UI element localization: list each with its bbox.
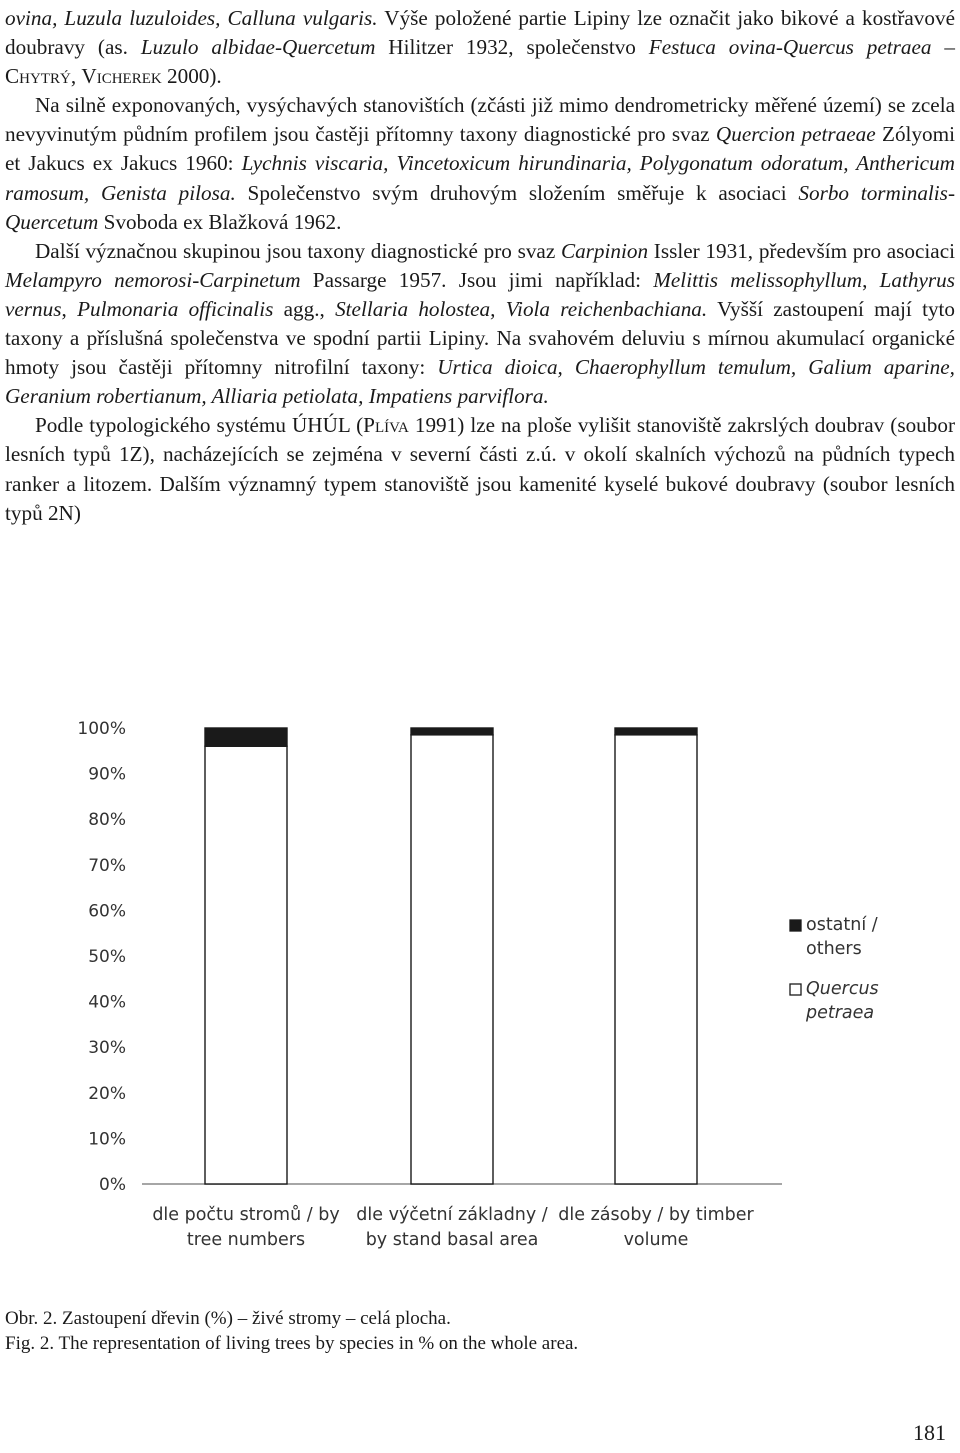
legend [790, 915, 879, 1023]
text-run: - [775, 35, 783, 60]
text-run: Passarge 1957. Jsou jimi například: [300, 267, 654, 292]
page-number: 181 [913, 1420, 946, 1445]
bar-quercus-segment [615, 735, 697, 1184]
text-run: – [931, 35, 956, 60]
body-text [5, 4, 955, 528]
text-run: Issler 1931, především pro asociaci [648, 238, 955, 263]
italic-text: Lychnis viscaria, Vincetoxicum hirundinaria, Polygonatum odoratum, Anthericum ramosum, Genista pilosa. [5, 151, 955, 205]
y-tick-label: 90% [88, 764, 126, 785]
y-tick-label: 70% [88, 855, 126, 876]
text-run: , [70, 64, 82, 89]
legend-label: others [806, 939, 862, 959]
bar-others-segment [615, 728, 697, 735]
x-category-label: dle zásoby / by timber [558, 1205, 754, 1225]
y-axis-labels [77, 719, 126, 1195]
italic-text: Carpinion [560, 238, 649, 263]
text-run: Vyšší zastoupení mají tyto taxony a příslušná společenstva ve spodní partii Lipiny. Na svahovém deluviu s mírnou akumulací organické hmoty jsou častěji přítomny nitrofilní taxony: [5, 296, 956, 380]
y-tick-label: 0% [99, 1175, 126, 1195]
bar-others-segment [411, 728, 493, 735]
legend-label: petraea [806, 1003, 875, 1023]
italic-text: ovina, Luzula luzuloides, Calluna vulgaris. [5, 6, 378, 30]
x-category-label: volume [623, 1230, 689, 1250]
legend-label: Quercus [806, 979, 879, 999]
italic-text: Luzulo albidae [140, 35, 275, 60]
italic-text: Pulmonaria officinalis [77, 296, 274, 321]
text-run: Hilitzer 1932, společenstvo [375, 35, 649, 60]
y-tick-label: 40% [88, 992, 126, 1013]
bars [205, 728, 697, 1184]
legend-swatch [790, 920, 801, 931]
italic-text: Stellaria holostea, Viola reichenbachiana. [335, 296, 708, 321]
x-category-label: by stand basal area [365, 1230, 539, 1250]
italic-text: Quercetum [282, 35, 376, 60]
text-run: Podle typologického systému ÚHÚL ( [35, 413, 364, 438]
text-run: Zólyomi et Jakucs ex Jakucs 1960: [5, 122, 955, 176]
italic-text: Sorbo torminalis [798, 180, 948, 205]
text-run: Další význačnou skupinou jsou taxony diagnostické pro svaz [35, 238, 561, 263]
text-run: , [61, 296, 78, 321]
y-tick-label: 100% [77, 719, 126, 739]
italic-text: Urtica dioica, Chaerophyllum temulum, Galium aparine, Geranium robertianum, Alliaria petiolata, Impatiens parviflora. [5, 355, 955, 409]
x-axis-labels [152, 1205, 754, 1250]
text-run: - [192, 267, 200, 292]
x-category-label: dle počtu stromů / by [152, 1205, 340, 1225]
author-name: Plíva [363, 413, 409, 438]
paragraph [5, 4, 955, 91]
italic-text: Quercetum [5, 209, 99, 234]
legend-label: ostatní / [806, 915, 878, 935]
paragraph [5, 411, 955, 527]
text-run: - [947, 180, 955, 205]
bar-others-segment [205, 728, 287, 746]
italic-text: Carpinetum [199, 267, 301, 292]
text-run: Svoboda ex Blažková 1962. [98, 209, 342, 234]
italic-text: Lathyrus vernus [5, 267, 955, 321]
y-tick-label: 50% [88, 947, 126, 967]
caption-czech: Obr. 2. Zastoupení dřevin (%) – živé stromy – celá plocha. [5, 1308, 451, 1329]
text-run: agg., [273, 296, 336, 321]
italic-text: Melampyro nemorosi [5, 267, 193, 292]
author-name: Chytrý [5, 64, 71, 89]
text-run: 2000). [161, 64, 222, 89]
y-tick-label: 20% [88, 1083, 126, 1104]
italic-text: Festuca ovina [648, 35, 776, 60]
author-name: Vicherek [81, 64, 162, 89]
italic-text: Melittis melissophyllum [653, 267, 863, 292]
x-category-label: tree numbers [186, 1230, 306, 1250]
text-run: Na silně exponovaných, vysýchavých stanovištích (zčásti již mimo dendrometricky měřené území) se zcela nevyvinutým půdním profilem jsou častěji přítomny taxony diagnostické pro svaz [5, 93, 955, 147]
y-tick-label: 60% [88, 901, 126, 922]
bar-quercus-segment [205, 746, 287, 1184]
text-run: , [862, 267, 880, 292]
text-run: Společenstvo svým druhovým složením směřuje k asociaci [235, 180, 799, 205]
figure-captions [5, 1306, 578, 1356]
bar-quercus-segment [411, 735, 493, 1184]
x-category-label: dle výčetní základny / [356, 1205, 548, 1225]
y-tick-label: 80% [88, 810, 126, 831]
paragraph [5, 91, 955, 236]
y-tick-label: 30% [88, 1038, 126, 1059]
species-composition-chart [0, 700, 960, 1300]
italic-text: Quercus petraea [782, 35, 932, 60]
caption-english: Fig. 2. The representation of living trees by species in % on the whole area. [5, 1333, 579, 1354]
legend-swatch [790, 984, 801, 995]
paragraph [5, 237, 955, 412]
text-run: Výše položené partie Lipiny lze označit jako bikové a kostřavové doubravy (as. [5, 6, 955, 60]
text-run: 1991) lze na ploše vylišit stanoviště zakrslých doubrav (soubor lesních typů 1Z), nacházejících se zejména v severní části z.ú. v okolí skalních výchozů na půdních typech ranker a litozem. Dalším významný typem stanoviště jsou kamenité kyselé bukové doubravy (soubor lesních typů 2N) [5, 413, 955, 525]
y-tick-label: 10% [88, 1129, 126, 1150]
italic-text: Quercion petraeae [715, 122, 876, 147]
text-run: - [274, 35, 283, 60]
